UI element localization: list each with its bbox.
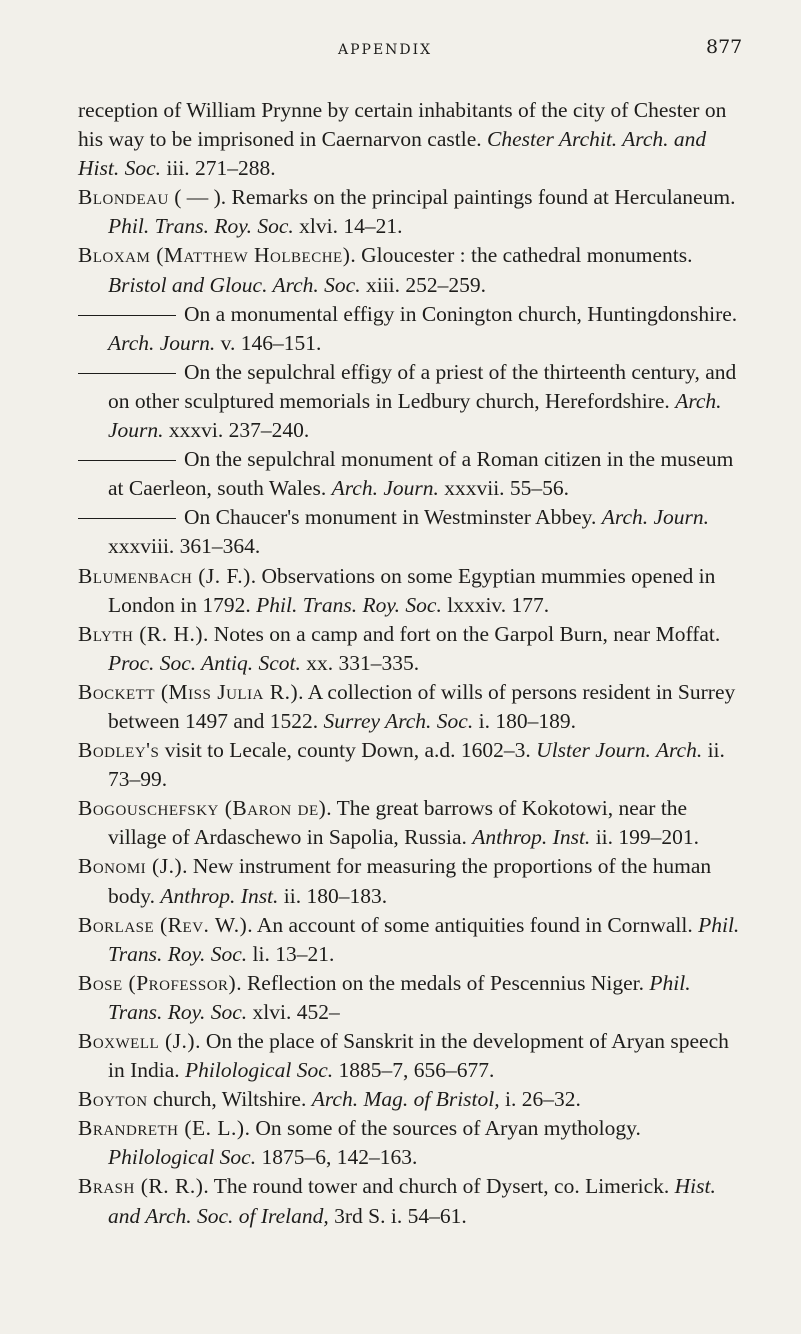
entry-author: Bogouschefsky (Baron de)	[78, 796, 327, 821]
entry-author: Bodley's	[78, 738, 160, 763]
bibliography-entry	[78, 358, 743, 445]
bibliography-entry	[78, 852, 743, 910]
entry-title: On Chaucer's monument in Westminster Abbey.	[184, 505, 602, 530]
entry-reference: 1885–7, 656–677.	[333, 1058, 495, 1083]
bibliography-entry	[78, 445, 743, 503]
bibliography-entry	[78, 1172, 743, 1230]
bibliography-entry	[78, 503, 743, 561]
header-title: APPENDIX	[338, 42, 433, 58]
entry-reference: i. 180–189.	[473, 708, 576, 733]
entry-reference: 3rd S. i. 54–61.	[328, 1203, 467, 1228]
bibliography-entry	[78, 183, 743, 241]
bibliography-entry	[78, 678, 743, 736]
entry-reference: xxxviii. 361–364.	[108, 534, 261, 559]
entry-author: Bloxam (Matthew Holbeche)	[78, 243, 351, 268]
entry-title: . On some of the sources of Aryan mythology.	[244, 1116, 641, 1141]
entry-reference: ii. 73–99.	[108, 738, 725, 792]
running-head	[0, 36, 801, 72]
entry-title: . Notes on a camp and fort on the Garpol Burn, near Moffat.	[203, 621, 721, 646]
bibliography-entry	[78, 300, 743, 358]
entry-reference: 1875–6, 142–163.	[256, 1145, 418, 1170]
ditto-dash	[78, 373, 176, 374]
entry-source: Anthrop. Inst.	[160, 883, 279, 908]
ditto-dash	[78, 518, 176, 519]
entry-author: Borlase (Rev. W.)	[78, 912, 248, 937]
entry-title: visit to Lecale, county Down, a.d. 1602–3.	[159, 738, 537, 763]
entry-author: Bonomi (J.)	[78, 854, 183, 879]
entry-source: Arch. Mag. of Bristol,	[311, 1087, 500, 1112]
entry-source: Phil. Trans. Roy. Soc.	[256, 592, 442, 617]
bibliography-entry	[78, 1085, 743, 1114]
entry-source: Surrey Arch. Soc.	[323, 708, 474, 733]
entry-reference: v. 146–151.	[215, 330, 322, 355]
entry-source: Chester Archit. Arch. and Hist. Soc.	[78, 127, 707, 181]
ditto-dash	[78, 460, 176, 461]
page-number: 877	[706, 36, 743, 58]
entry-reference: xiii. 252–259.	[360, 272, 487, 297]
entry-source: Anthrop. Inst.	[472, 825, 591, 850]
entry-source: Arch. Journ.	[601, 505, 710, 530]
entry-author: Brash (R. R.)	[78, 1174, 204, 1199]
entry-reference: xlvi. 452–	[247, 999, 340, 1024]
entry-reference: lxxxiv. 177.	[441, 592, 550, 617]
entry-source: Ulster Journ. Arch.	[536, 738, 703, 763]
entry-reference: i. 26–32.	[499, 1087, 581, 1112]
entry-author: Brandreth (E. L.)	[78, 1116, 245, 1141]
bibliography-entry	[78, 969, 743, 1027]
entry-title: On a monumental effigy in Conington church, Huntingdonshire.	[184, 301, 738, 326]
entry-author: Blyth (R. H.)	[78, 621, 204, 646]
bibliography-entry	[78, 562, 743, 620]
bibliography-entry	[78, 736, 743, 794]
entry-title: . The great barrows of Kokotowi, near the village of Ardaschewo in Sapolia, Russia.	[108, 796, 688, 850]
bibliography-entry	[78, 1114, 743, 1172]
entry-source: Arch. Journ.	[108, 330, 216, 355]
entry-title: reception of William Prynne by certain inhabitants of the city of Chester on his way to be imprisoned in Caernarvon castle.	[78, 98, 727, 152]
entry-source: Arch. Journ.	[108, 388, 722, 443]
entry-source: Arch. Journ.	[331, 476, 439, 501]
bibliography-list	[78, 96, 743, 1231]
entry-title: . On the place of Sanskrit in the development of Aryan speech in India.	[108, 1029, 729, 1083]
bibliography-entry	[78, 620, 743, 678]
bibliography-entry	[78, 794, 743, 852]
entry-title: . A collection of wills of persons resident in Surrey between 1497 and 1522.	[108, 679, 736, 733]
bibliography-entry	[78, 241, 743, 299]
entry-author: Boxwell (J.)	[78, 1029, 196, 1053]
entry-source: Proc. Soc. Antiq. Scot.	[108, 650, 301, 675]
entry-reference: xx. 331–335.	[300, 650, 420, 675]
entry-source: Philological Soc.	[108, 1145, 257, 1170]
entry-title: . New instrument for measuring the proportions of the human body.	[108, 854, 712, 908]
entry-source: Phil. Trans. Roy. Soc.	[108, 912, 740, 966]
entry-title: church, Wiltshire.	[147, 1087, 312, 1112]
entry-source: Bristol and Glouc. Arch. Soc.	[108, 272, 361, 297]
entry-title: On the sepulchral effigy of a priest of the thirteenth century, and on other sculptured memorials in Ledbury church, Herefordshire.	[108, 359, 737, 413]
entry-author: Blondeau	[78, 185, 169, 210]
entry-reference: iii. 271–288.	[161, 156, 276, 181]
bibliography-entry	[78, 911, 743, 969]
entry-author: Bose (Professor)	[78, 970, 237, 995]
entry-source: Phil. Trans. Roy. Soc.	[108, 970, 691, 1024]
ditto-dash	[78, 315, 176, 316]
entry-reference: xxxvi. 237–240.	[163, 418, 310, 443]
bibliography-entry	[78, 1027, 743, 1085]
entry-reference: li. 13–21.	[247, 941, 335, 966]
entry-title: . Observations on some Egyptian mummies opened in London in 1792.	[108, 563, 716, 617]
entry-title: . Reflection on the medals of Pescennius Niger.	[236, 970, 650, 995]
entry-source: Philological Soc.	[185, 1058, 334, 1083]
entry-reference: xxxvii. 55–56.	[438, 476, 570, 501]
entry-author: Bockett (Miss Julia R.)	[78, 679, 299, 704]
entry-source: Phil. Trans. Roy. Soc.	[108, 214, 294, 239]
entry-title: On the sepulchral monument of a Roman citizen in the museum at Caerleon, south Wales.	[108, 447, 734, 501]
entry-reference: xlvi. 14–21.	[293, 214, 403, 239]
entry-title: . Gloucester : the cathedral monuments.	[350, 243, 693, 268]
entry-author: Blumenbach (J. F.)	[78, 563, 251, 588]
entry-title: . The round tower and church of Dysert, co. Limerick.	[203, 1174, 675, 1199]
entry-title: . An account of some antiquities found in Cornwall.	[247, 912, 699, 937]
bibliography-entry	[78, 96, 743, 183]
entry-reference: ii. 199–201.	[590, 825, 700, 850]
entry-author: Boyton	[78, 1087, 148, 1112]
entry-reference: ii. 180–183.	[278, 883, 388, 908]
entry-title: ( — ). Remarks on the principal paintings found at Herculaneum.	[168, 185, 736, 210]
entry-source: Hist. and Arch. Soc. of Ireland,	[108, 1174, 716, 1228]
